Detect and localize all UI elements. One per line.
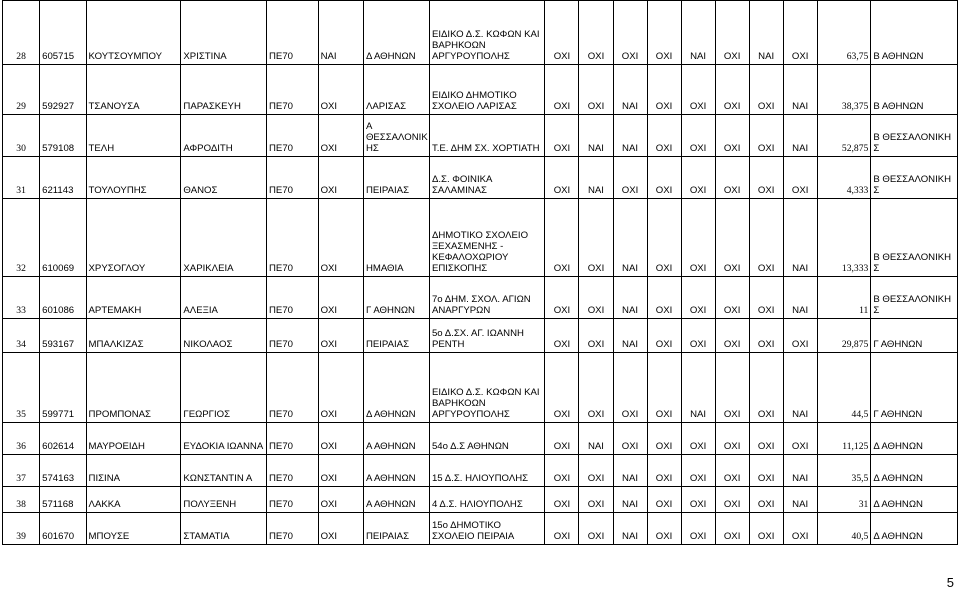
criterion-1-cell: ΟΧΙ <box>545 487 579 513</box>
first-name-cell: ΑΛΕΞΙΑ <box>181 277 267 319</box>
criterion-5-cell: ΟΧΙ <box>681 513 715 545</box>
criterion-2-cell: ΟΧΙ <box>579 319 613 353</box>
criterion-6-cell: ΟΧΙ <box>715 1 749 65</box>
criterion-5-cell: ΝΑΙ <box>681 1 715 65</box>
flag-cell: ΟΧΙ <box>318 157 363 199</box>
first-name-cell: ΧΡΙΣΤΙΝΑ <box>181 1 267 65</box>
criterion-2-cell: ΟΧΙ <box>579 455 613 487</box>
criterion-8-cell: ΝΑΙ <box>783 277 817 319</box>
criterion-2-cell: ΟΧΙ <box>579 199 613 277</box>
placement-area-cell: Β ΘΕΣΣΑΛΟΝΙΚΗ Σ <box>871 277 958 319</box>
criterion-5-cell: ΟΧΙ <box>681 157 715 199</box>
area-cell: Α ΑΘΗΝΩΝ <box>363 455 429 487</box>
school-cell: 15 Δ.Σ. ΗΛΙΟΥΠΟΛΗΣ <box>429 455 545 487</box>
surname-cell: ΚΟΥΤΣΟΥΜΠΟΥ <box>86 1 181 65</box>
criterion-4-cell: ΟΧΙ <box>647 353 681 423</box>
id-cell: 601086 <box>40 277 86 319</box>
row-number-cell: 39 <box>3 513 40 545</box>
criterion-8-cell: ΟΧΙ <box>783 423 817 455</box>
criterion-4-cell: ΟΧΙ <box>647 115 681 157</box>
placement-area-cell: Β ΑΘΗΝΩΝ <box>871 1 958 65</box>
criterion-3-cell: ΝΑΙ <box>613 65 647 115</box>
criterion-3-cell: ΝΑΙ <box>613 199 647 277</box>
first-name-cell: ΣΤΑΜΑΤΙΑ <box>181 513 267 545</box>
table-row <box>3 157 958 199</box>
surname-cell: ΜΠΟΥΣΕ <box>86 513 181 545</box>
placement-area-cell: Β ΘΕΣΣΑΛΟΝΙΚΗ Σ <box>871 157 958 199</box>
placement-area-cell: Γ ΑΘΗΝΩΝ <box>871 353 958 423</box>
criterion-4-cell: ΟΧΙ <box>647 513 681 545</box>
criterion-2-cell: ΝΑΙ <box>579 423 613 455</box>
criterion-4-cell: ΟΧΙ <box>647 199 681 277</box>
school-cell: Δ.Σ. ΦΟΙΝΙΚΑ ΣΑΛΑΜΙΝΑΣ <box>429 157 545 199</box>
area-cell: Γ ΑΘΗΝΩΝ <box>363 277 429 319</box>
criterion-3-cell: ΟΧΙ <box>613 157 647 199</box>
specialty-cell: ΠΕ70 <box>267 353 319 423</box>
criterion-1-cell: ΟΧΙ <box>545 513 579 545</box>
criterion-7-cell: ΟΧΙ <box>749 423 783 455</box>
score-cell: 4,333 <box>817 157 871 199</box>
criterion-3-cell: ΝΑΙ <box>613 513 647 545</box>
table-row <box>3 455 958 487</box>
school-cell: 7ο ΔΗΜ. ΣΧΟΛ. ΑΓΙΩΝ ΑΝΑΡΓΥΡΩΝ <box>429 277 545 319</box>
criterion-2-cell: ΟΧΙ <box>579 353 613 423</box>
row-number-cell: 33 <box>3 277 40 319</box>
criterion-3-cell: ΝΑΙ <box>613 115 647 157</box>
criterion-7-cell: ΟΧΙ <box>749 319 783 353</box>
row-number-cell: 35 <box>3 353 40 423</box>
placement-area-cell: Δ ΑΘΗΝΩΝ <box>871 455 958 487</box>
criterion-8-cell: ΟΧΙ <box>783 1 817 65</box>
flag-cell: ΟΧΙ <box>318 65 363 115</box>
table-row <box>3 65 958 115</box>
specialty-cell: ΠΕ70 <box>267 513 319 545</box>
surname-cell: ΤΟΥΛΟΥΠΗΣ <box>86 157 181 199</box>
criterion-4-cell: ΟΧΙ <box>647 423 681 455</box>
area-cell: ΠΕΙΡΑΙΑΣ <box>363 513 429 545</box>
row-number-cell: 29 <box>3 65 40 115</box>
score-cell: 11 <box>817 277 871 319</box>
criterion-7-cell: ΟΧΙ <box>749 115 783 157</box>
criterion-4-cell: ΟΧΙ <box>647 487 681 513</box>
school-cell: ΕΙΔΙΚΟ Δ.Σ. ΚΩΦΩΝ ΚΑΙ ΒΑΡΗΚΟΩΝ ΑΡΓΥΡΟΥΠΟΛΗΣ <box>429 1 545 65</box>
criterion-8-cell: ΝΑΙ <box>783 115 817 157</box>
criterion-8-cell: ΟΧΙ <box>783 513 817 545</box>
score-cell: 63,75 <box>817 1 871 65</box>
specialty-cell: ΠΕ70 <box>267 277 319 319</box>
first-name-cell: ΝΙΚΟΛΑΟΣ <box>181 319 267 353</box>
school-cell: ΕΙΔΙΚΟ Δ.Σ. ΚΩΦΩΝ ΚΑΙ ΒΑΡΗΚΟΩΝ ΑΡΓΥΡΟΥΠΟΛΗΣ <box>429 353 545 423</box>
placement-area-cell: Δ ΑΘΗΝΩΝ <box>871 513 958 545</box>
criterion-1-cell: ΟΧΙ <box>545 277 579 319</box>
row-number-cell: 36 <box>3 423 40 455</box>
placement-area-cell: Β ΘΕΣΣΑΛΟΝΙΚΗ Σ <box>871 115 958 157</box>
row-number-cell: 30 <box>3 115 40 157</box>
row-number-cell: 37 <box>3 455 40 487</box>
criterion-1-cell: ΟΧΙ <box>545 115 579 157</box>
criterion-7-cell: ΟΧΙ <box>749 157 783 199</box>
criterion-6-cell: ΟΧΙ <box>715 353 749 423</box>
allocation-table <box>2 0 958 545</box>
table-row <box>3 1 958 65</box>
criterion-2-cell: ΝΑΙ <box>579 157 613 199</box>
flag-cell: ΟΧΙ <box>318 487 363 513</box>
first-name-cell: ΑΦΡΟΔΙΤΗ <box>181 115 267 157</box>
specialty-cell: ΠΕ70 <box>267 157 319 199</box>
criterion-8-cell: ΝΑΙ <box>783 487 817 513</box>
area-cell: Α ΑΘΗΝΩΝ <box>363 423 429 455</box>
table-row <box>3 115 958 157</box>
id-cell: 593167 <box>40 319 86 353</box>
table-row <box>3 199 958 277</box>
surname-cell: ΜΠΑΛΚΙΖΑΣ <box>86 319 181 353</box>
criterion-8-cell: ΝΑΙ <box>783 199 817 277</box>
criterion-1-cell: ΟΧΙ <box>545 199 579 277</box>
surname-cell: ΠΙΣΙΝΑ <box>86 455 181 487</box>
score-cell: 52,875 <box>817 115 871 157</box>
specialty-cell: ΠΕ70 <box>267 65 319 115</box>
first-name-cell: ΧΑΡΙΚΛΕΙΑ <box>181 199 267 277</box>
placement-area-cell: Β ΑΘΗΝΩΝ <box>871 65 958 115</box>
criterion-4-cell: ΟΧΙ <box>647 65 681 115</box>
criterion-2-cell: ΟΧΙ <box>579 1 613 65</box>
flag-cell: ΟΧΙ <box>318 319 363 353</box>
criterion-6-cell: ΟΧΙ <box>715 115 749 157</box>
criterion-5-cell: ΟΧΙ <box>681 423 715 455</box>
flag-cell: ΟΧΙ <box>318 513 363 545</box>
criterion-5-cell: ΝΑΙ <box>681 353 715 423</box>
criterion-5-cell: ΟΧΙ <box>681 199 715 277</box>
criterion-6-cell: ΟΧΙ <box>715 455 749 487</box>
flag-cell: ΟΧΙ <box>318 353 363 423</box>
score-cell: 31 <box>817 487 871 513</box>
table-row <box>3 487 958 513</box>
flag-cell: ΟΧΙ <box>318 115 363 157</box>
area-cell: ΗΜΑΘΙΑ <box>363 199 429 277</box>
criterion-7-cell: ΟΧΙ <box>749 277 783 319</box>
score-cell: 35,5 <box>817 455 871 487</box>
criterion-3-cell: ΝΑΙ <box>613 487 647 513</box>
school-cell: Τ.Ε. ΔΗΜ ΣΧ. ΧΟΡΤΙΑΤΗ <box>429 115 545 157</box>
surname-cell: ΛΑΚΚΑ <box>86 487 181 513</box>
school-cell: ΔΗΜΟΤΙΚΟ ΣΧΟΛΕΙΟ ΞΕΧΑΣΜΕΝΗΣ - ΚΕΦΑΛΟΧΩΡΙΟΥ ΕΠΙΣΚΟΠΗΣ <box>429 199 545 277</box>
flag-cell: ΝΑΙ <box>318 1 363 65</box>
area-cell: Α ΑΘΗΝΩΝ <box>363 487 429 513</box>
score-cell: 40,5 <box>817 513 871 545</box>
criterion-4-cell: ΟΧΙ <box>647 319 681 353</box>
flag-cell: ΟΧΙ <box>318 277 363 319</box>
criterion-8-cell: ΝΑΙ <box>783 455 817 487</box>
row-number-cell: 28 <box>3 1 40 65</box>
id-cell: 592927 <box>40 65 86 115</box>
school-cell: 54ο Δ.Σ ΑΘΗΝΩΝ <box>429 423 545 455</box>
table-row <box>3 423 958 455</box>
flag-cell: ΟΧΙ <box>318 199 363 277</box>
surname-cell: ΤΣΑΝΟΥΣΑ <box>86 65 181 115</box>
row-number-cell: 32 <box>3 199 40 277</box>
specialty-cell: ΠΕ70 <box>267 455 319 487</box>
specialty-cell: ΠΕ70 <box>267 423 319 455</box>
area-cell: ΠΕΙΡΑΙΑΣ <box>363 319 429 353</box>
score-cell: 13,333 <box>817 199 871 277</box>
criterion-7-cell: ΟΧΙ <box>749 65 783 115</box>
row-number-cell: 38 <box>3 487 40 513</box>
flag-cell: ΟΧΙ <box>318 455 363 487</box>
criterion-5-cell: ΟΧΙ <box>681 319 715 353</box>
flag-cell: ΟΧΙ <box>318 423 363 455</box>
criterion-8-cell: ΟΧΙ <box>783 157 817 199</box>
criterion-7-cell: ΝΑΙ <box>749 1 783 65</box>
criterion-3-cell: ΝΑΙ <box>613 319 647 353</box>
criterion-6-cell: ΟΧΙ <box>715 157 749 199</box>
specialty-cell: ΠΕ70 <box>267 115 319 157</box>
criterion-5-cell: ΟΧΙ <box>681 455 715 487</box>
first-name-cell: ΠΟΛΥΞΕΝΗ <box>181 487 267 513</box>
id-cell: 621143 <box>40 157 86 199</box>
area-cell: ΠΕΙΡΑΙΑΣ <box>363 157 429 199</box>
criterion-5-cell: ΟΧΙ <box>681 277 715 319</box>
criterion-5-cell: ΟΧΙ <box>681 487 715 513</box>
criterion-6-cell: ΟΧΙ <box>715 513 749 545</box>
first-name-cell: ΠΑΡΑΣΚΕΥΗ <box>181 65 267 115</box>
placement-area-cell: Β ΘΕΣΣΑΛΟΝΙΚΗ Σ <box>871 199 958 277</box>
id-cell: 602614 <box>40 423 86 455</box>
criterion-2-cell: ΟΧΙ <box>579 65 613 115</box>
criterion-3-cell: ΝΑΙ <box>613 277 647 319</box>
area-cell: ΛΑΡΙΣΑΣ <box>363 65 429 115</box>
score-cell: 29,875 <box>817 319 871 353</box>
specialty-cell: ΠΕ70 <box>267 1 319 65</box>
area-cell: Δ ΑΘΗΝΩΝ <box>363 1 429 65</box>
id-cell: 579108 <box>40 115 86 157</box>
criterion-6-cell: ΟΧΙ <box>715 319 749 353</box>
criterion-2-cell: ΟΧΙ <box>579 487 613 513</box>
criterion-3-cell: ΝΑΙ <box>613 455 647 487</box>
page-number: 5 <box>946 575 954 590</box>
school-cell: 4 Δ.Σ. ΗΛΙΟΥΠΟΛΗΣ <box>429 487 545 513</box>
placement-area-cell: Δ ΑΘΗΝΩΝ <box>871 423 958 455</box>
area-cell: Α ΘΕΣΣΑΛΟΝΙΚ ΗΣ <box>363 115 429 157</box>
criterion-3-cell: ΟΧΙ <box>613 423 647 455</box>
school-cell: 15ο ΔΗΜΟΤΙΚΟ ΣΧΟΛΕΙΟ ΠΕΙΡΑΙΑ <box>429 513 545 545</box>
criterion-6-cell: ΟΧΙ <box>715 487 749 513</box>
criterion-1-cell: ΟΧΙ <box>545 423 579 455</box>
specialty-cell: ΠΕ70 <box>267 487 319 513</box>
id-cell: 574163 <box>40 455 86 487</box>
criterion-7-cell: ΟΧΙ <box>749 487 783 513</box>
surname-cell: ΜΑΥΡΟΕΙΔΗ <box>86 423 181 455</box>
school-cell: 5ο Δ.ΣΧ. ΑΓ. ΙΩΑΝΝΗ ΡΕΝΤΗ <box>429 319 545 353</box>
id-cell: 601670 <box>40 513 86 545</box>
criterion-6-cell: ΟΧΙ <box>715 199 749 277</box>
first-name-cell: ΘΑΝΟΣ <box>181 157 267 199</box>
criterion-3-cell: ΟΧΙ <box>613 1 647 65</box>
criterion-6-cell: ΟΧΙ <box>715 423 749 455</box>
first-name-cell: ΕΥΔΟΚΙΑ ΙΩΑΝΝΑ <box>181 423 267 455</box>
specialty-cell: ΠΕ70 <box>267 319 319 353</box>
criterion-7-cell: ΟΧΙ <box>749 353 783 423</box>
criterion-5-cell: ΟΧΙ <box>681 115 715 157</box>
criterion-1-cell: ΟΧΙ <box>545 319 579 353</box>
criterion-2-cell: ΝΑΙ <box>579 115 613 157</box>
criterion-4-cell: ΟΧΙ <box>647 455 681 487</box>
criterion-7-cell: ΟΧΙ <box>749 455 783 487</box>
criterion-5-cell: ΟΧΙ <box>681 65 715 115</box>
id-cell: 610069 <box>40 199 86 277</box>
criterion-6-cell: ΟΧΙ <box>715 65 749 115</box>
surname-cell: ΠΡΟΜΠΟΝΑΣ <box>86 353 181 423</box>
school-cell: ΕΙΔΙΚΟ ΔΗΜΟΤΙΚΟ ΣΧΟΛΕΙΟ ΛΑΡΙΣΑΣ <box>429 65 545 115</box>
table-row <box>3 353 958 423</box>
surname-cell: ΧΡΥΣΟΓΛΟΥ <box>86 199 181 277</box>
id-cell: 599771 <box>40 353 86 423</box>
row-number-cell: 34 <box>3 319 40 353</box>
criterion-1-cell: ΟΧΙ <box>545 157 579 199</box>
first-name-cell: ΓΕΩΡΓΙΟΣ <box>181 353 267 423</box>
criterion-1-cell: ΟΧΙ <box>545 65 579 115</box>
table-row <box>3 319 958 353</box>
criterion-2-cell: ΟΧΙ <box>579 277 613 319</box>
criterion-8-cell: ΝΑΙ <box>783 353 817 423</box>
score-cell: 44,5 <box>817 353 871 423</box>
criterion-6-cell: ΟΧΙ <box>715 277 749 319</box>
table-row <box>3 513 958 545</box>
id-cell: 571168 <box>40 487 86 513</box>
score-cell: 38,375 <box>817 65 871 115</box>
id-cell: 605715 <box>40 1 86 65</box>
row-number-cell: 31 <box>3 157 40 199</box>
criterion-4-cell: ΟΧΙ <box>647 277 681 319</box>
surname-cell: ΑΡΤΕΜΑΚΗ <box>86 277 181 319</box>
first-name-cell: ΚΩΝΣΤΑΝΤΙΝ Α <box>181 455 267 487</box>
placement-area-cell: Δ ΑΘΗΝΩΝ <box>871 487 958 513</box>
specialty-cell: ΠΕ70 <box>267 199 319 277</box>
criterion-7-cell: ΟΧΙ <box>749 513 783 545</box>
criterion-1-cell: ΟΧΙ <box>545 1 579 65</box>
criterion-3-cell: ΟΧΙ <box>613 353 647 423</box>
criterion-1-cell: ΟΧΙ <box>545 455 579 487</box>
criterion-8-cell: ΟΧΙ <box>783 319 817 353</box>
criterion-4-cell: ΟΧΙ <box>647 157 681 199</box>
table-row <box>3 277 958 319</box>
criterion-1-cell: ΟΧΙ <box>545 353 579 423</box>
criterion-4-cell: ΟΧΙ <box>647 1 681 65</box>
area-cell: Δ ΑΘΗΝΩΝ <box>363 353 429 423</box>
criterion-2-cell: ΟΧΙ <box>579 513 613 545</box>
score-cell: 11,125 <box>817 423 871 455</box>
criterion-7-cell: ΟΧΙ <box>749 199 783 277</box>
surname-cell: ΤΕΛΗ <box>86 115 181 157</box>
criterion-8-cell: ΝΑΙ <box>783 65 817 115</box>
placement-area-cell: Γ ΑΘΗΝΩΝ <box>871 319 958 353</box>
